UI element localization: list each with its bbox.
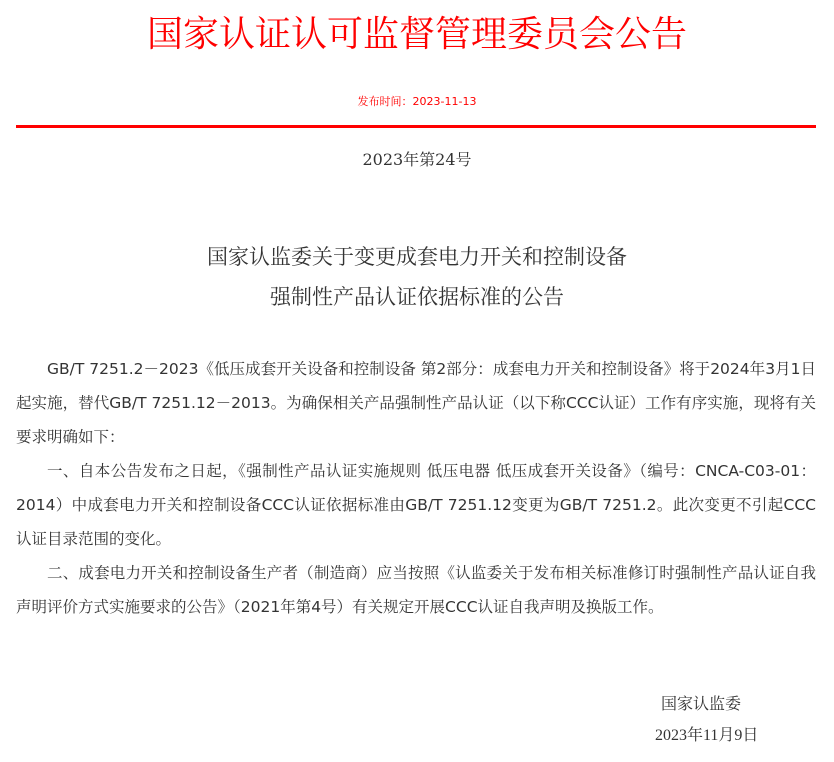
header-divider — [16, 125, 816, 128]
document-heading — [0, 237, 834, 317]
publish-time-label: 发布时间： — [357, 95, 413, 108]
document-body — [16, 352, 816, 624]
signature-organization: 国家认监委 — [661, 694, 742, 713]
paragraph-item-1: 一、自本公告发布之日起，《强制性产品认证实施规则 低压电器 低压成套开关设备》（编号：CNCA-C03-01：2014）中成套电力开关和控制设备CCC认证依据标准由GB/T 7251.12变更为GB/T 7251.2。此次变更不引起CCC认证目录范围的变化。 — [16, 462, 816, 548]
heading-line-2: 强制性产品认证依据标准的公告 — [270, 285, 564, 309]
heading-line-1: 国家认监委关于变更成套电力开关和控制设备 — [207, 245, 627, 269]
paragraph-item-2: 二、成套电力开关和控制设备生产者（制造商）应当按照《认监委关于发布相关标准修订时强制性产品认证自我声明评价方式实施要求的公告》（2021年第4号）有关规定开展CCC认证自我声明及换版工作。 — [16, 564, 816, 616]
issue-number: 2023年第24号 — [362, 150, 472, 169]
paragraph-intro: GB/T 7251.2－2023《低压成套开关设备和控制设备 第2部分：成套电力开关和控制设备》将于2024年3月1日起实施，替代GB/T 7251.12－2013。为确保相关产品强制性产品认证（以下称CCC认证）工作有序实施，现将有关要求明确如下： — [16, 360, 816, 446]
publish-time — [0, 95, 834, 109]
publish-time-value: 2023-11-13 — [412, 95, 477, 108]
org-title: 国家认证认可监督管理委员会公告 — [146, 14, 687, 55]
signature-date: 2023年11月9日 — [655, 727, 759, 744]
